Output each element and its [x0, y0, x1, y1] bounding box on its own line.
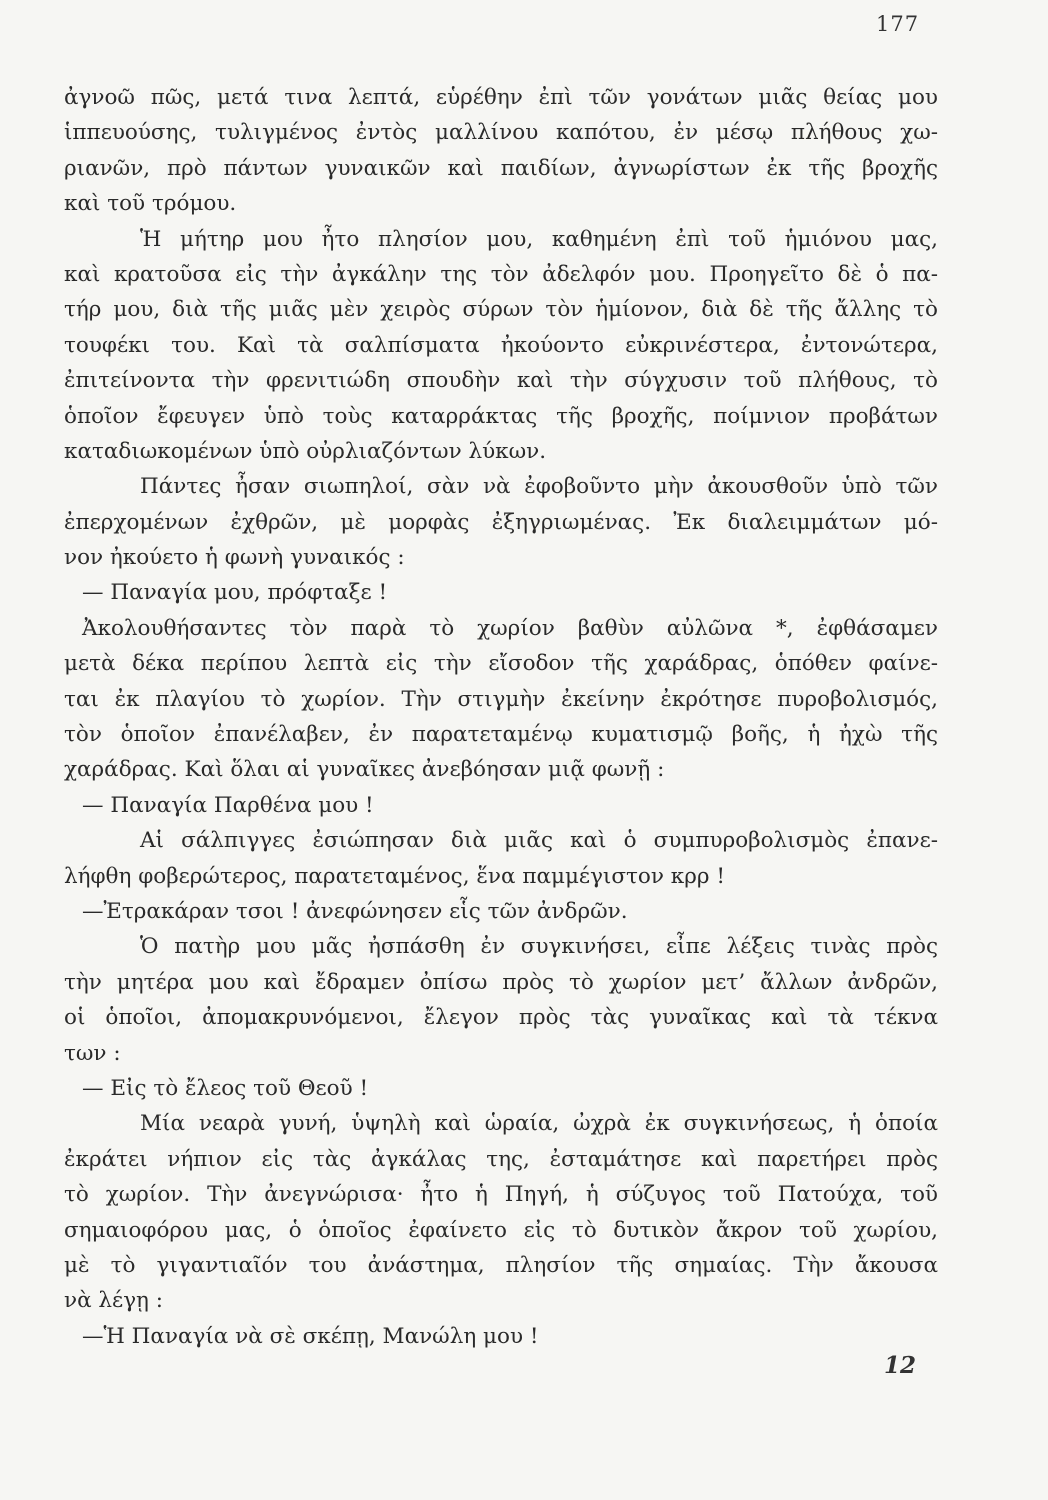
text-line: — Παναγία Παρθένα μου !: [82, 792, 374, 818]
text-line: ἱππευούσης, τυλιγμένος ἐντὸς μαλλίνου καπότου, ἐν μέσῳ πλήθους χω-: [64, 120, 938, 146]
body-text: [64, 80, 938, 1354]
text-line: ἐπιτείνοντα τὴν φρενιτιώδη σπουδὴν καὶ τὴν σύγχυσιν τοῦ πλήθους, τὸ: [64, 368, 938, 394]
text-line: —Ἐτρακάραν τσοι ! ἀνεφώνησεν εἷς τῶν ἀνδρῶν.: [82, 898, 628, 924]
text-line: — Παναγία μου, πρόφταξε !: [82, 580, 388, 606]
text-line: τὸν ὁποῖον ἐπανέλαβεν, ἐν παρατεταμένῳ κυματισμῷ βοῆς, ἡ ἠχὼ τῆς: [64, 722, 938, 748]
text-line: μὲ τὸ γιγαντιαῖόν του ἀνάστημα, πλησίον τῆς σημαίας. Τὴν ἄκουσα: [64, 1252, 938, 1278]
text-line: οἱ ὁποῖοι, ἀπομακρυνόμενοι, ἔλεγον πρὸς τὰς γυναῖκας καὶ τὰ τέκνα: [64, 1005, 938, 1031]
text-line: καὶ κρατοῦσα εἰς τὴν ἀγκάλην της τὸν ἀδελφόν μου. Προηγεῖτο δὲ ὁ πα-: [64, 261, 938, 287]
text-line: μετὰ δέκα περίπου λεπτὰ εἰς τὴν εἴσοδον τῆς χαράδρας, ὁπόθεν φαίνε-: [64, 651, 938, 677]
signature-mark: 12: [884, 1352, 917, 1379]
page-number: 177: [876, 12, 920, 36]
text-line: νον ἠκούετο ἡ φωνὴ γυναικός :: [64, 545, 405, 571]
text-line: ἐπερχομένων ἐχθρῶν, μὲ μορφὰς ἐξηγριωμένας. Ἐκ διαλειμμάτων μό-: [64, 509, 938, 535]
text-line: —Ἡ Παναγία νὰ σὲ σκέπῃ, Μανώλη μου !: [82, 1323, 539, 1349]
text-line: Μία νεαρὰ γυνή, ὑψηλὴ καὶ ὡραία, ὠχρὰ ἐκ συγκινήσεως, ἡ ὁποία: [140, 1111, 938, 1137]
text-line: ται ἐκ πλαγίου τὸ χωρίον. Τὴν στιγμὴν ἐκείνην ἐκρότησε πυροβολισμός,: [64, 686, 938, 712]
text-line: — Εἰς τὸ ἔλεος τοῦ Θεοῦ !: [82, 1075, 369, 1101]
text-line: ριανῶν, πρὸ πάντων γυναικῶν καὶ παιδίων, ἀγνωρίστων ἐκ τῆς βροχῆς: [64, 155, 938, 181]
text-line: σημαιοφόρου μας, ὁ ὁποῖος ἐφαίνετο εἰς τὸ δυτικὸν ἄκρον τοῦ χωρίου,: [64, 1217, 938, 1243]
text-line: νὰ λέγῃ :: [64, 1288, 163, 1314]
text-line: ἐκράτει νήπιον εἰς τὰς ἀγκάλας της, ἐσταμάτησε καὶ παρετήρει πρὸς: [64, 1146, 938, 1172]
text-line: των :: [64, 1040, 121, 1066]
text-line: Ἀκολουθήσαντες τὸν παρὰ τὸ χωρίον βαθὺν αὐλῶνα *, ἐφθάσαμεν: [82, 615, 938, 641]
text-line: ὁποῖον ἔφευγεν ὑπὸ τοὺς καταρράκτας τῆς βροχῆς, ποίμνιον προβάτων: [64, 403, 938, 429]
text-line: ἀγνοῶ πῶς, μετά τινα λεπτά, εὑρέθην ἐπὶ τῶν γονάτων μιᾶς θείας μου: [64, 85, 938, 110]
text-line: Ἡ μήτηρ μου ἦτο πλησίον μου, καθημένη ἐπὶ τοῦ ἡμιόνου μας,: [140, 226, 938, 252]
text-line: Αἱ σάλπιγγες ἐσιώπησαν διὰ μιᾶς καὶ ὁ συμπυροβολισμὸς ἐπανε-: [140, 828, 938, 854]
text-line: Πάντες ἦσαν σιωπηλοί, σὰν νὰ ἐφοβοῦντο μὴν ἀκουσθοῦν ὑπὸ τῶν: [140, 474, 938, 500]
text-line: τήρ μου, διὰ τῆς μιᾶς μὲν χειρὸς σύρων τὸν ἡμίονον, διὰ δὲ τῆς ἄλλης τὸ: [64, 297, 938, 323]
text-line: καταδιωκομένων ὑπὸ οὐρλιαζόντων λύκων.: [64, 438, 547, 464]
text-line: Ὁ πατὴρ μου μᾶς ἠσπάσθη ἐν συγκινήσει, εἶπε λέξεις τινὰς πρὸς: [140, 934, 938, 960]
text-line: καὶ τοῦ τρόμου.: [64, 191, 237, 217]
text-line: χαράδρας. Καὶ ὅλαι αἱ γυναῖκες ἀνεβόησαν μιᾷ φωνῇ :: [64, 757, 665, 783]
text-line: λήφθη φοβερώτερος, παρατεταμένος, ἕνα παμμέγιστον κρρ !: [64, 863, 725, 889]
text-line: τὴν μητέρα μου καὶ ἔδραμεν ὀπίσω πρὸς τὸ χωρίον μετ’ ἄλλων ἀνδρῶν,: [64, 969, 938, 995]
text-line: τὸ χωρίον. Τὴν ἀνεγνώρισα· ἦτο ἡ Πηγή, ἡ σύζυγος τοῦ Πατούχα, τοῦ: [64, 1182, 938, 1208]
text-line: τουφέκι του. Καὶ τὰ σαλπίσματα ἠκούοντο εὐκρινέστερα, ἐντονώτερα,: [64, 332, 938, 358]
